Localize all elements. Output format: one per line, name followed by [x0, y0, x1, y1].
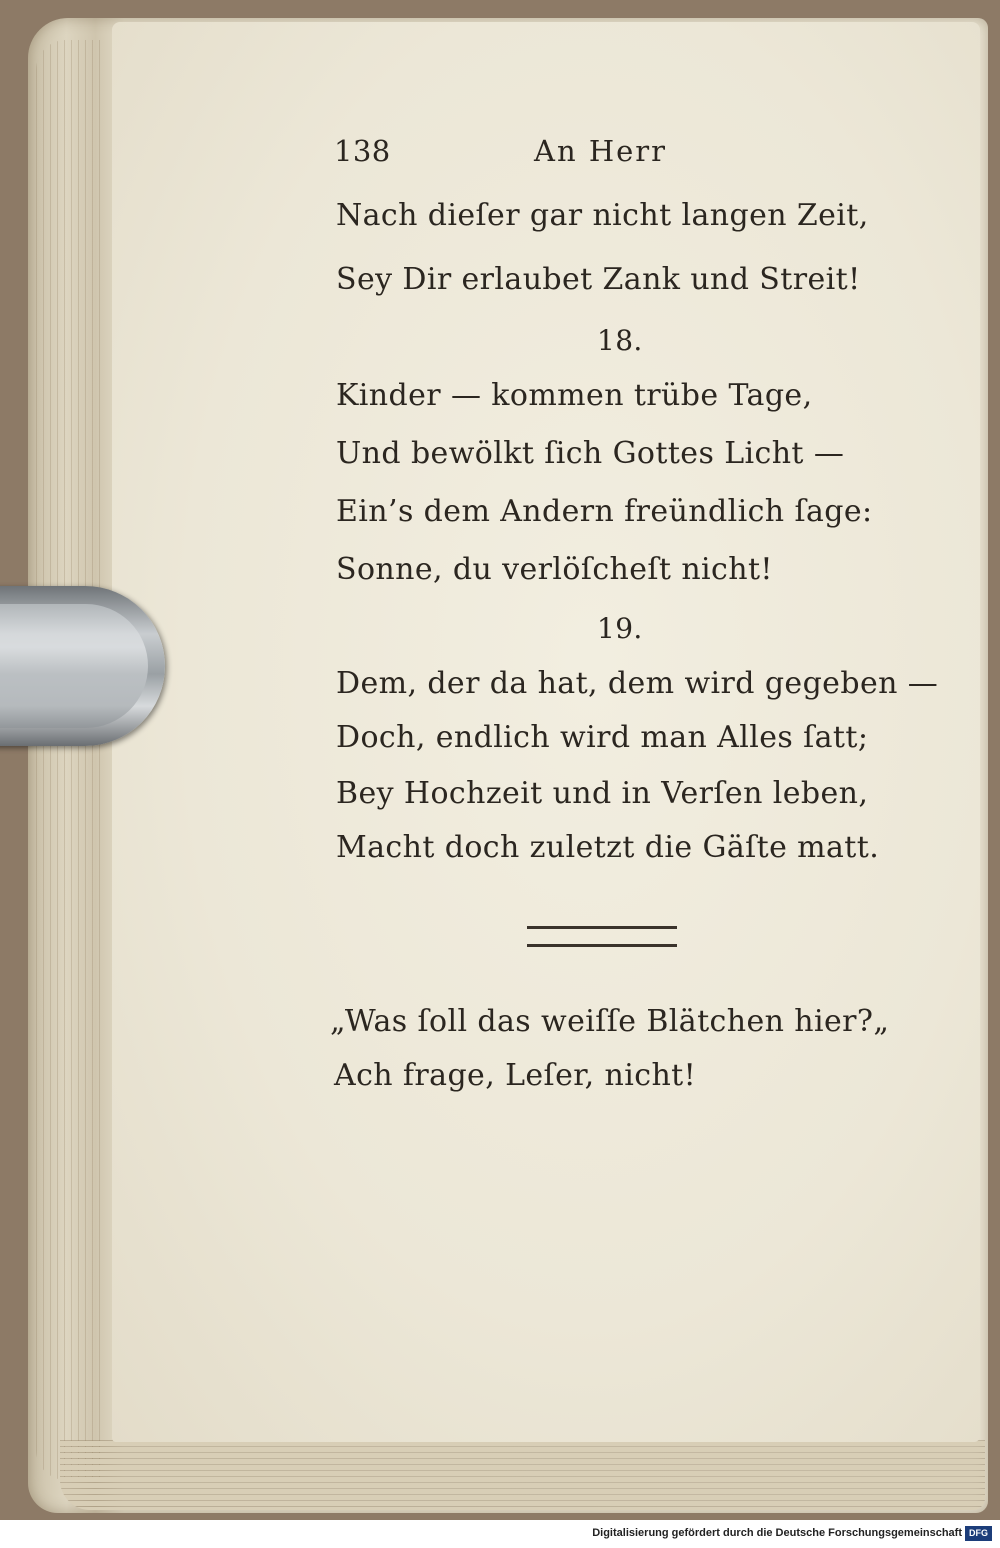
- closing-line: Ach frage, Leſer, nicht!: [334, 1058, 697, 1093]
- funding-credit: Digitalisierung gefördert durch die Deutsche Forschungsgemeinschaft: [592, 1527, 962, 1539]
- verse-line: Sey Dir erlaubet Zank und Streit!: [336, 262, 861, 297]
- double-rule-top: [527, 926, 677, 929]
- closing-line: „Was ſoll das weiſſe Blätchen hier?„: [330, 1004, 890, 1039]
- verse-line: Und bewölkt ſich Gottes Licht —: [336, 436, 845, 471]
- page-number: 138: [334, 134, 391, 168]
- verse-line: Sonne, du verlöſcheſt nicht!: [336, 552, 773, 587]
- verse-line: Nach dieſer gar nicht langen Zeit,: [336, 198, 869, 233]
- stanza-number: 18.: [597, 324, 643, 357]
- verse-line: Dem, der da hat, dem wird gegeben —: [336, 666, 939, 701]
- metal-clip-highlight: [0, 604, 148, 728]
- verse-line: Doch, endlich wird man Alles ſatt;: [336, 720, 869, 755]
- stanza-number: 19.: [597, 612, 643, 645]
- left-page-edges: [36, 40, 106, 1480]
- verse-line: Bey Hochzeit und in Verſen leben,: [336, 776, 869, 811]
- double-rule-bottom: [527, 944, 677, 947]
- verse-line: Macht doch zuletzt die Gäſte matt.: [336, 830, 880, 865]
- dfg-logo: DFG: [965, 1526, 992, 1541]
- bottom-page-edges: [60, 1440, 985, 1510]
- verse-line: Ein’s dem Andern freündlich ſage:: [336, 494, 873, 529]
- running-title: An Herr: [534, 134, 668, 168]
- verse-line: Kinder — kommen trübe Tage,: [336, 378, 813, 413]
